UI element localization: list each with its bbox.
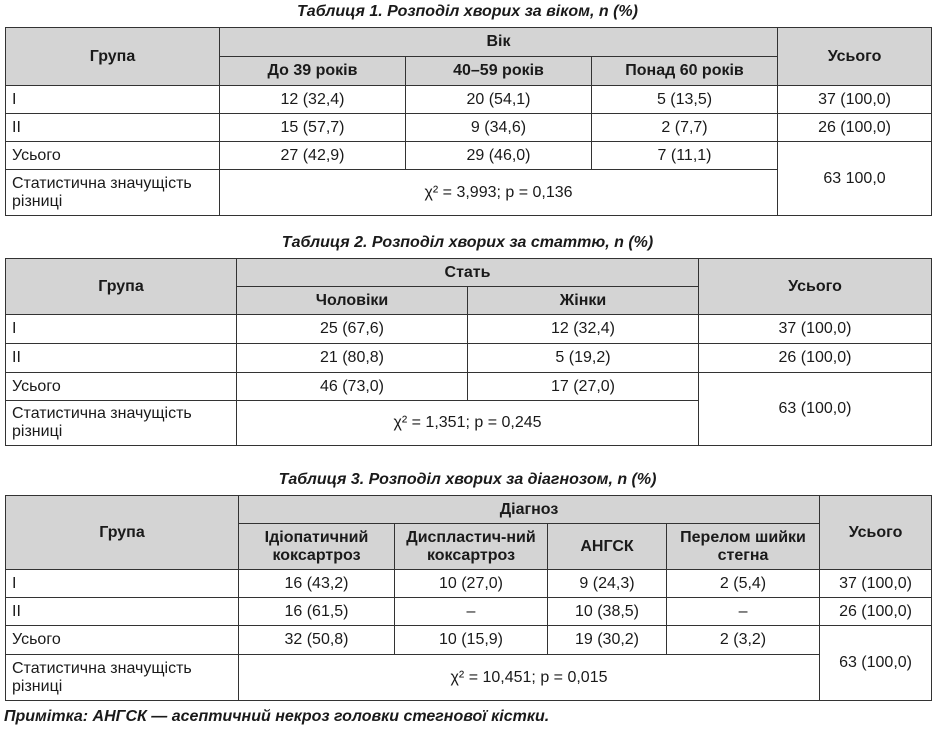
table3-col-header: АНГСК <box>548 524 667 570</box>
table2-col-header: Чоловіки <box>237 287 468 315</box>
table3-col-header: Ідіопатичний коксартроз <box>239 524 395 570</box>
row-label: I <box>6 315 237 344</box>
total-cell: 26 (100,0) <box>778 114 932 142</box>
total-cell: 26 (100,0) <box>699 344 932 373</box>
row-label: Усього <box>6 373 237 401</box>
stat-value: χ² = 1,351; р = 0,245 <box>237 401 699 446</box>
total-cell: 37 (100,0) <box>820 570 932 598</box>
table-cell: – <box>667 598 820 626</box>
table1-caption: Таблиця 1. Розподіл хворих за віком, n (%) <box>297 3 638 20</box>
table3-total-header: Усього <box>820 496 932 570</box>
table3-caption: Таблиця 3. Розподіл хворих за діагнозом, n (%) <box>278 471 657 488</box>
table-cell: 46 (73,0) <box>237 373 468 401</box>
table-cell: 10 (15,9) <box>395 626 548 655</box>
row-label: I <box>6 86 220 114</box>
table-row <box>6 86 932 114</box>
table-cell: 2 (5,4) <box>667 570 820 598</box>
total-cell: 37 (100,0) <box>778 86 932 114</box>
table3-category-header: Діагноз <box>239 496 820 524</box>
table-cell: 29 (46,0) <box>406 142 592 170</box>
row-label: II <box>6 114 220 142</box>
footnote: Примітка: АНГСК — асептичний некроз головки стегнової кістки. <box>4 708 550 725</box>
stat-label: Статистична значущість різниці <box>6 170 220 216</box>
table1-col-header: До 39 років <box>220 57 406 86</box>
table-row <box>6 373 932 401</box>
stat-value: χ² = 10,451; р = 0,015 <box>239 655 820 701</box>
total-cell: 63 100,0 <box>778 142 932 216</box>
table2-category-header: Стать <box>237 259 699 287</box>
row-label: Усього <box>6 142 220 170</box>
total-cell: 63 (100,0) <box>820 626 932 701</box>
table-cell: 12 (32,4) <box>468 315 699 344</box>
table3-col-header: Перелом шийки стегна <box>667 524 820 570</box>
row-label: Усього <box>6 626 239 655</box>
table-cell: 9 (24,3) <box>548 570 667 598</box>
total-cell: 63 (100,0) <box>699 373 932 446</box>
table3-col-header: Диспластич-ний коксартроз <box>395 524 548 570</box>
table-cell: 25 (67,6) <box>237 315 468 344</box>
table1-total-header: Усього <box>778 28 932 86</box>
table-cell: 15 (57,7) <box>220 114 406 142</box>
table-row <box>6 344 932 373</box>
table-cell: 9 (34,6) <box>406 114 592 142</box>
table1-col-header: Понад 60 років <box>592 57 778 86</box>
total-cell: 26 (100,0) <box>820 598 932 626</box>
stat-label: Статистична значущість різниці <box>6 401 237 446</box>
table-cell: 32 (50,8) <box>239 626 395 655</box>
stat-label: Статистична значущість різниці <box>6 655 239 701</box>
table-cell: 5 (19,2) <box>468 344 699 373</box>
table-cell: 2 (7,7) <box>592 114 778 142</box>
table1-category-header: Вік <box>220 28 778 57</box>
row-label: II <box>6 598 239 626</box>
table-cell: 17 (27,0) <box>468 373 699 401</box>
table-cell: 21 (80,8) <box>237 344 468 373</box>
table-cell: 16 (61,5) <box>239 598 395 626</box>
table-row <box>6 626 932 655</box>
table3-group-header: Група <box>6 496 239 570</box>
table-cell: 16 (43,2) <box>239 570 395 598</box>
table-cell: – <box>395 598 548 626</box>
table-cell: 5 (13,5) <box>592 86 778 114</box>
table2-col-header: Жінки <box>468 287 699 315</box>
table2 <box>5 258 932 446</box>
stat-value: χ² = 3,993; р = 0,136 <box>220 170 778 216</box>
table-cell: 7 (11,1) <box>592 142 778 170</box>
table-row <box>6 315 932 344</box>
table-row <box>6 142 932 170</box>
table2-group-header: Група <box>6 259 237 315</box>
table-row <box>6 655 932 701</box>
table1 <box>5 27 932 216</box>
table3 <box>5 495 932 701</box>
table-row <box>6 598 932 626</box>
table-cell: 27 (42,9) <box>220 142 406 170</box>
table-row <box>6 570 932 598</box>
table-cell: 12 (32,4) <box>220 86 406 114</box>
table2-total-header: Усього <box>699 259 932 315</box>
table-cell: 10 (38,5) <box>548 598 667 626</box>
table2-caption: Таблиця 2. Розподіл хворих за статтю, n (%) <box>281 234 654 251</box>
table-cell: 20 (54,1) <box>406 86 592 114</box>
table1-col-header: 40–59 років <box>406 57 592 86</box>
table-cell: 10 (27,0) <box>395 570 548 598</box>
table-cell: 19 (30,2) <box>548 626 667 655</box>
row-label: II <box>6 344 237 373</box>
total-cell: 37 (100,0) <box>699 315 932 344</box>
table1-group-header: Група <box>6 28 220 86</box>
row-label: I <box>6 570 239 598</box>
table-cell: 2 (3,2) <box>667 626 820 655</box>
table-row <box>6 114 932 142</box>
